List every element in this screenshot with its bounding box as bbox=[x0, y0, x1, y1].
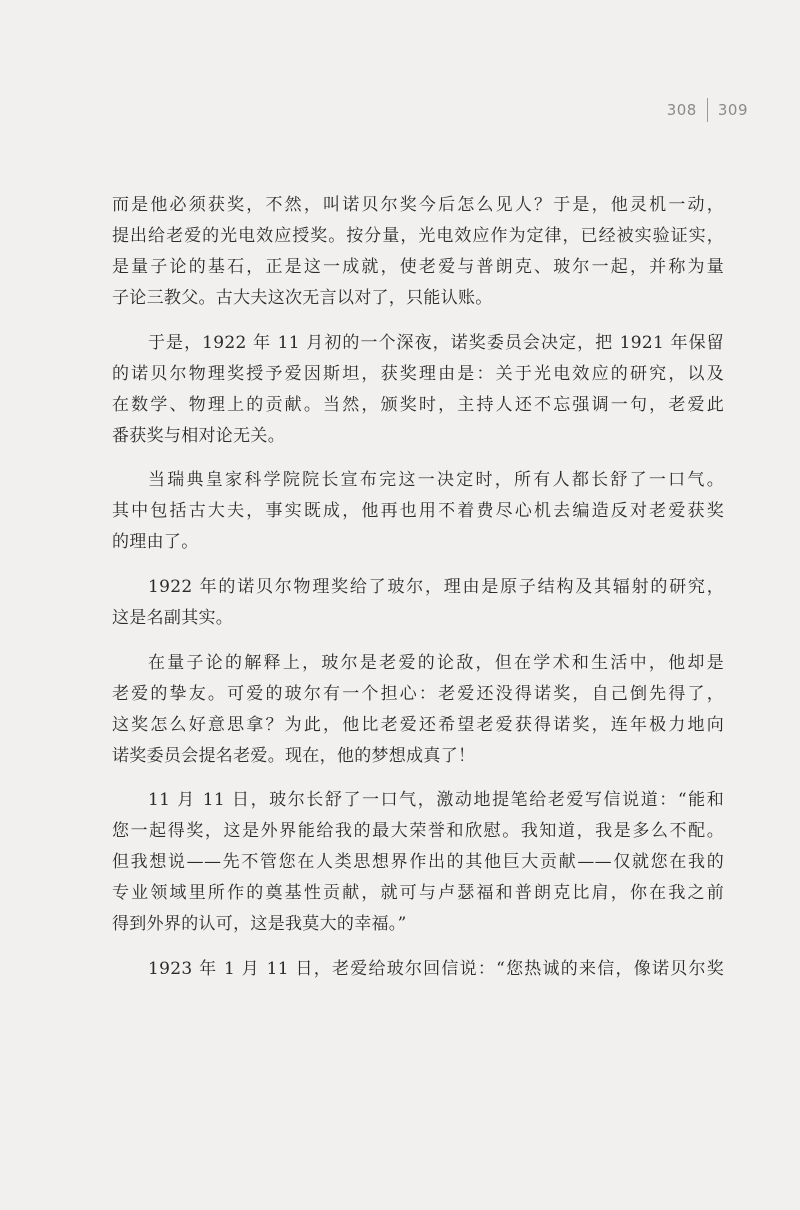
text-line: 当瑞典皇家科学院院长宣布完这一决定时，所有人都长舒了一口气。 bbox=[148, 470, 724, 491]
text-line: 于是，1922 年 11 月初的一个深夜，诺奖委员会决定，把 1921 年保留 bbox=[148, 332, 724, 353]
text-line: 其中包括古大夫，事实既成，他再也用不着费尽心机去编造反对老爱获奖 bbox=[112, 501, 724, 522]
text-line: 1922 年的诺贝尔物理奖给了玻尔，理由是原子结构及其辐射的研究， bbox=[148, 577, 724, 598]
paragraph bbox=[112, 954, 724, 985]
text-line: 得到外界的认可，这是我莫大的幸福。” bbox=[112, 914, 407, 935]
text-line: 提出给老爱的光电效应授奖。按分量，光电效应作为定律，已经被实验证实， bbox=[112, 226, 724, 246]
text-line: 在量子论的解释上，玻尔是老爱的论敌，但在学术和生活中，他却是 bbox=[148, 652, 724, 673]
text-line: 专业领域里所作的奠基性贡献，就可与卢瑟福和普朗克比肩，你在我之前 bbox=[112, 883, 724, 904]
text-line: 诺奖委员会提名老爱。现在，他的梦想成真了！ bbox=[112, 745, 476, 766]
paragraph bbox=[112, 572, 724, 634]
text-line: 11 月 11 日，玻尔长舒了一口气，激动地提笔给老爱写信说道：“能和 bbox=[148, 790, 724, 811]
text-line: 番获奖与相对论无关。 bbox=[112, 425, 285, 446]
text-line: 但我想说——先不管您在人类思想界作出的其他巨大贡献——仅就您在我的 bbox=[112, 852, 724, 873]
text-line: 在数学、物理上的贡献。当然，颁奖时，主持人还不忘强调一句，老爱此 bbox=[112, 394, 724, 415]
text-line: 1923 年 1 月 11 日，老爱给玻尔回信说：“您热诚的来信，像诺贝尔奖 bbox=[148, 959, 724, 980]
text-line: 的理由了。 bbox=[112, 532, 199, 553]
text-line: 您一起得奖，这是外界能给我的最大荣誉和欣慰。我知道，我是多么不配。 bbox=[112, 821, 724, 842]
paragraph bbox=[112, 328, 724, 452]
paragraph bbox=[112, 465, 724, 558]
left-page-number: 308 bbox=[666, 101, 697, 119]
page-number-divider bbox=[707, 98, 708, 122]
text-line: 子论三教父。古大夫这次无言以对了，只能认账。 bbox=[112, 288, 493, 308]
page-number-header bbox=[667, 98, 748, 122]
body-text bbox=[112, 190, 724, 999]
paragraph bbox=[112, 785, 724, 940]
text-line: 而是他必须获奖，不然，叫诺贝尔奖今后怎么见人？于是，他灵机一动， bbox=[112, 195, 724, 215]
right-page-number: 309 bbox=[717, 101, 748, 119]
paragraph bbox=[112, 190, 724, 314]
paragraph bbox=[112, 648, 724, 772]
text-line: 这是名副其实。 bbox=[112, 608, 234, 629]
text-line: 这奖怎么好意思拿？为此，他比老爱还希望老爱获得诺奖，连年极力地向 bbox=[112, 714, 724, 735]
text-line: 老爱的挚友。可爱的玻尔有一个担心：老爱还没得诺奖，自己倒先得了， bbox=[112, 683, 724, 704]
text-line: 是量子论的基石，正是这一成就，使老爱与普朗克、玻尔一起，并称为量 bbox=[112, 257, 724, 277]
text-line: 的诺贝尔物理奖授予爱因斯坦，获奖理由是：关于光电效应的研究，以及 bbox=[112, 363, 724, 384]
